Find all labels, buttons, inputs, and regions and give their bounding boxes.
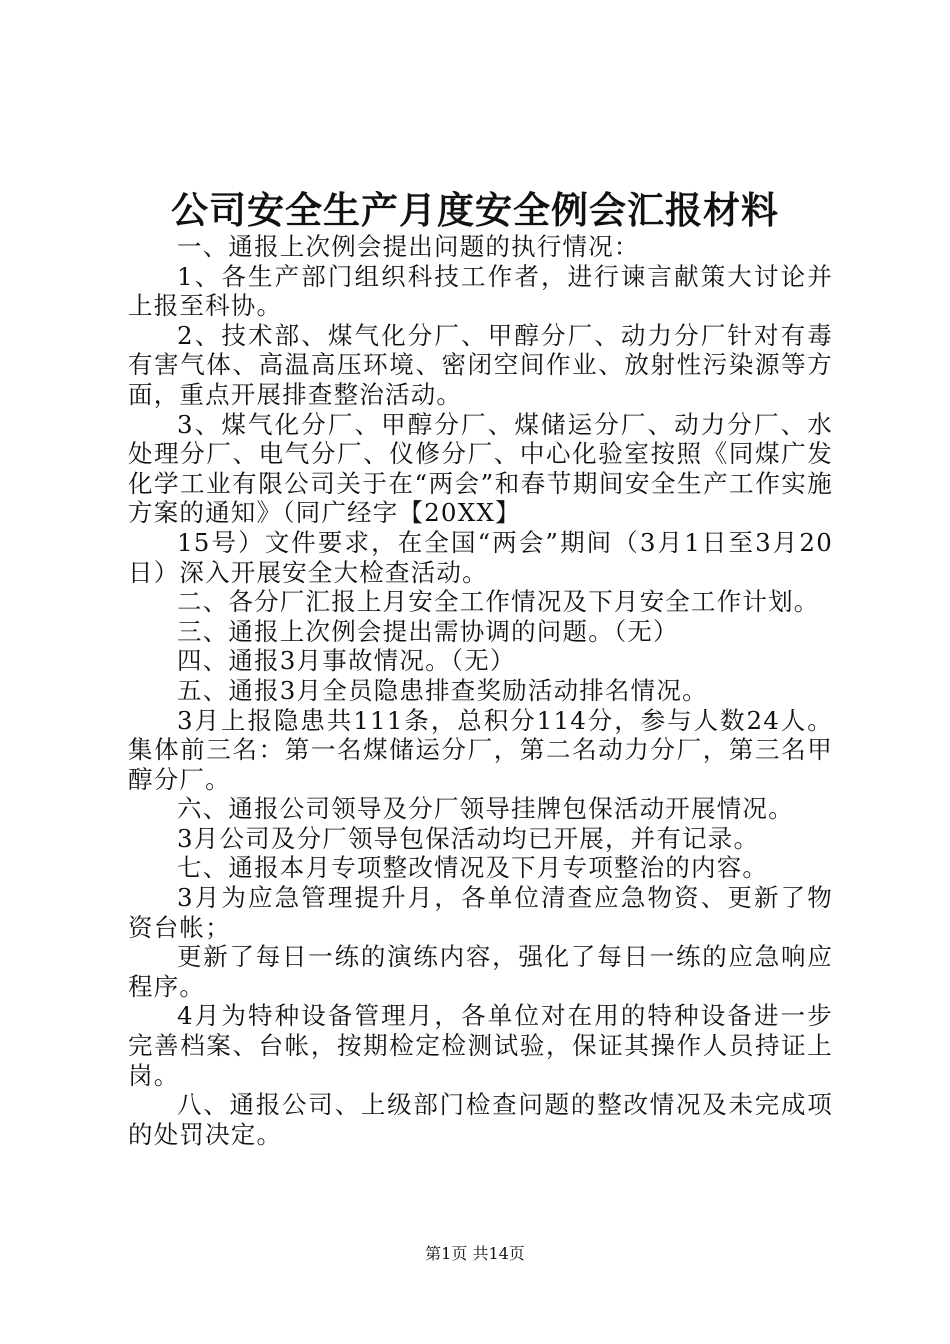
paragraph: 3、煤气化分厂、甲醇分厂、煤储运分厂、动力分厂、水处理分厂、电气分厂、仪修分厂、中心化验室按照《同煤广发化学工业有限公司关于在“两会”和春节期间安全生产工作实施方案的通知》（同广经字【20XX】 (128, 409, 833, 528)
paragraph: 3月上报隐患共111条，总积分114分，参与人数24人。集体前三名：第一名煤储运分厂，第二名动力分厂，第三名甲醇分厂。 (128, 705, 833, 794)
paragraph: 八、通报公司、上级部门检查问题的整改情况及未完成项的处罚决定。 (128, 1090, 833, 1149)
paragraph: 更新了每日一练的演练内容，强化了每日一练的应急响应程序。 (128, 942, 833, 1001)
paragraph: 1、各生产部门组织科技工作者，进行谏言献策大讨论并上报至科协。 (128, 261, 833, 321)
page-number-footer: 第1页 共14页 (425, 1244, 525, 1263)
paragraph: 3月为应急管理提升月，各单位清查应急物资、更新了物资台帐； (128, 883, 833, 942)
paragraph: 三、通报上次例会提出需协调的问题。（无） (177, 616, 679, 646)
document-body (128, 232, 833, 1149)
paragraph: 二、各分厂汇报上月安全工作情况及下月安全工作计划。 (177, 587, 820, 617)
paragraph: 4月为特种设备管理月，各单位对在用的特种设备进一步完善档案、台帐，按期检定检测试验，保证其操作人员持证上岗。 (128, 1001, 833, 1090)
paragraph: 一、通报上次例会提出问题的执行情况： (177, 232, 640, 261)
paragraph: 五、通报3月全员隐患排查奖励活动排名情况。 (177, 675, 708, 705)
document-title: 公司安全生产月度安全例会汇报材料 (171, 188, 779, 232)
paragraph: 六、通报公司领导及分厂领导挂牌包保活动开展情况。 (177, 794, 794, 824)
paragraph: 七、通报本月专项整改情况及下月专项整治的内容。 (177, 853, 769, 883)
paragraph: 2、技术部、煤气化分厂、甲醇分厂、动力分厂针对有毒有害气体、高温高压环境、密闭空间作业、放射性污染源等方面，重点开展排查整治活动。 (128, 320, 833, 409)
paragraph: 15号）文件要求，在全国“两会”期间（3月1日至3月20日）深入开展安全大检查活动。 (128, 527, 833, 587)
paragraph: 3月公司及分厂领导包保活动均已开展，并有记录。 (177, 823, 760, 853)
paragraph: 四、通报3月事故情况。（无） (177, 646, 516, 676)
